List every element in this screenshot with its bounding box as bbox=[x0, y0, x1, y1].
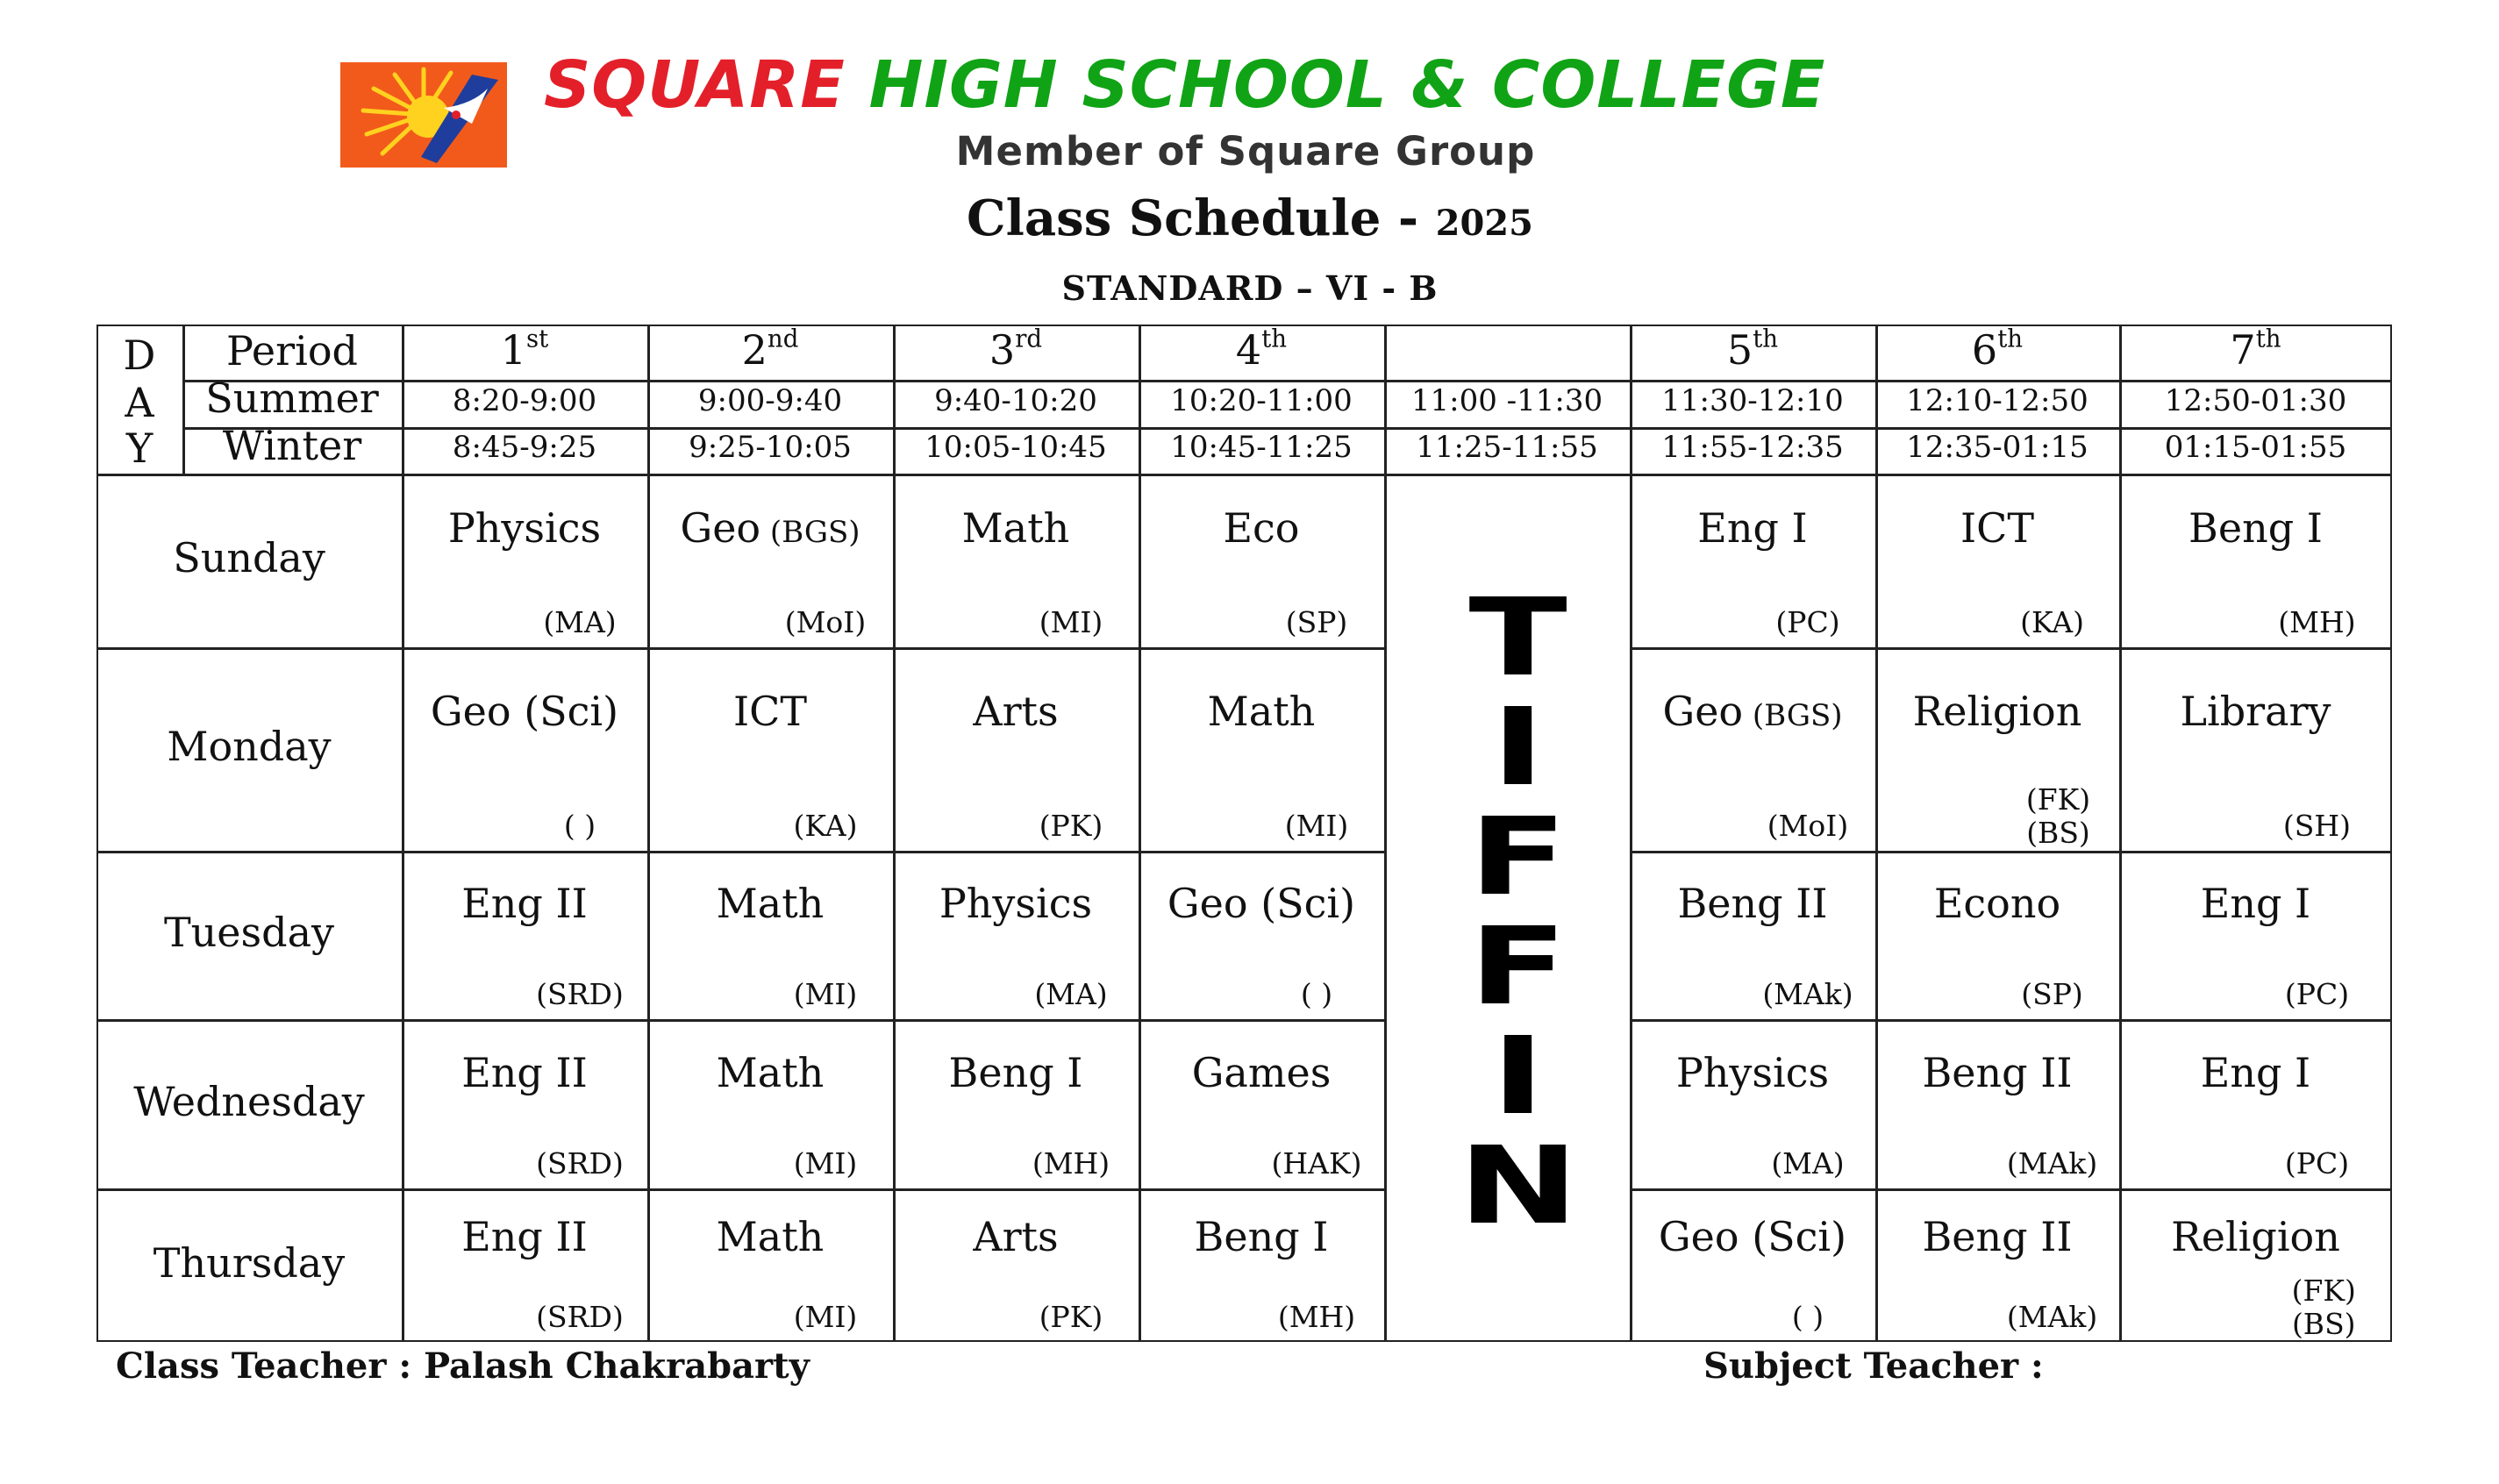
table-hline bbox=[96, 474, 2392, 476]
subject-label bbox=[1630, 1049, 1875, 1096]
subject-label bbox=[2119, 1049, 2392, 1096]
teacher-code: ( ) bbox=[1791, 1300, 1824, 1334]
tiffin-letter: T bbox=[1468, 575, 1568, 700]
subject-name: Econo bbox=[1933, 880, 2061, 928]
winter-time: 10:05-10:45 bbox=[925, 430, 1107, 465]
table-hline bbox=[96, 1019, 1384, 1022]
day-letter: Y bbox=[125, 425, 154, 472]
teacher-code: (MH) bbox=[1032, 1146, 1110, 1181]
teacher-code: (MoI) bbox=[1767, 809, 1849, 843]
subject-name: Eng I bbox=[2200, 1048, 2311, 1096]
period-number: 5 bbox=[1726, 326, 1753, 374]
teacher-code: (MA) bbox=[543, 605, 617, 639]
subject-label bbox=[1139, 880, 1384, 927]
day-name: Sunday bbox=[173, 534, 325, 581]
subject-label bbox=[402, 504, 647, 552]
summer-time: 12:10-12:50 bbox=[1906, 383, 2088, 418]
subject-name: Religion bbox=[1912, 688, 2082, 736]
subject-label bbox=[1630, 688, 1875, 735]
period-ordinal-suffix: th bbox=[1261, 324, 1288, 353]
subject-label bbox=[1875, 880, 2119, 927]
teacher-code: (PK) bbox=[1039, 1300, 1103, 1334]
table-hline bbox=[1630, 1019, 2392, 1022]
period-number: 1 bbox=[500, 326, 527, 374]
subject-label bbox=[1875, 504, 2119, 552]
subject-label bbox=[647, 880, 893, 927]
winter-row-label: Winter bbox=[222, 422, 362, 469]
subject-name: Math bbox=[716, 880, 825, 928]
subject-label bbox=[893, 1049, 1139, 1096]
subject-name: Physics bbox=[447, 504, 602, 553]
day-name: Thursday bbox=[153, 1238, 346, 1287]
subject-label bbox=[893, 504, 1139, 552]
period-row-label: Period bbox=[226, 327, 358, 375]
subject-label bbox=[1139, 1049, 1384, 1096]
table-hline bbox=[1630, 851, 2392, 853]
teacher-code: (FK) bbox=[2291, 1274, 2356, 1308]
school-logo bbox=[340, 62, 507, 168]
teacher-code: (KA) bbox=[2020, 605, 2084, 639]
subject-label bbox=[647, 688, 893, 735]
subject-name: Physics bbox=[939, 880, 1093, 928]
schedule-year: 2025 bbox=[1435, 203, 1533, 244]
period-header bbox=[1139, 326, 1384, 374]
subject-label bbox=[1139, 504, 1384, 552]
period-number: 4 bbox=[1235, 326, 1262, 374]
teacher-code: (MA) bbox=[1771, 1146, 1845, 1181]
subject-name: Eng I bbox=[2200, 880, 2311, 928]
teacher-code: (MI) bbox=[1284, 809, 1349, 843]
subject-name: Geo (Sci) bbox=[430, 688, 619, 736]
school-name-green: HIGH SCHOOL & COLLEGE bbox=[868, 47, 1826, 123]
subject-name: Beng II bbox=[1922, 1048, 2073, 1096]
teacher-code: (MAk) bbox=[2006, 1146, 2098, 1181]
subject-name: Physics bbox=[1675, 1048, 1830, 1096]
table-hline bbox=[96, 647, 1384, 650]
subject-name: Games bbox=[1191, 1048, 1332, 1096]
day-name: Monday bbox=[167, 723, 332, 770]
period-header bbox=[647, 326, 893, 374]
period-ordinal-suffix: rd bbox=[1015, 324, 1043, 353]
period-ordinal-suffix: th bbox=[1997, 324, 2024, 353]
period-ordinal-suffix: nd bbox=[767, 324, 799, 353]
day-name: Tuesday bbox=[164, 909, 334, 956]
schedule-title-text: Class Schedule - bbox=[967, 189, 1436, 247]
subject-label bbox=[893, 880, 1139, 927]
period-ordinal-suffix: th bbox=[1753, 324, 1779, 353]
subject-name: Geo (Sci) bbox=[1658, 1213, 1847, 1260]
teacher-code: (SRD) bbox=[536, 1300, 624, 1334]
tiffin-letter: N bbox=[1458, 1124, 1579, 1248]
subject-label bbox=[893, 1213, 1139, 1260]
teacher-code: (MA) bbox=[1034, 977, 1108, 1011]
period-ordinal-suffix: st bbox=[526, 324, 549, 353]
period-header bbox=[1875, 326, 2119, 374]
subject-label bbox=[647, 1213, 893, 1260]
subject-name: Arts bbox=[973, 688, 1059, 736]
teacher-code: (MI) bbox=[793, 1146, 858, 1181]
teacher-code: (MI) bbox=[1039, 605, 1103, 639]
school-name-red: SQUARE bbox=[544, 47, 846, 123]
subject-label bbox=[1630, 880, 1875, 927]
subject-label bbox=[1875, 1049, 2119, 1096]
teacher-code: (MAk) bbox=[1762, 977, 1853, 1011]
subject-qualifier: (BGS) bbox=[1743, 698, 1843, 734]
subject-name: Math bbox=[716, 1213, 825, 1260]
teacher-code: (MI) bbox=[793, 977, 858, 1011]
subject-name: Geo bbox=[1662, 688, 1744, 736]
tiffin-break-label bbox=[1400, 575, 1637, 1248]
sunrise-pen-logo-icon bbox=[340, 62, 507, 168]
teacher-code: (SRD) bbox=[536, 977, 624, 1011]
table-hline bbox=[182, 380, 2392, 382]
subject-name: Math bbox=[1207, 688, 1316, 736]
member-line: Member of Square Group bbox=[955, 128, 1536, 175]
subject-label bbox=[1630, 1213, 1875, 1260]
subject-teacher: Subject Teacher : bbox=[1703, 1345, 2044, 1387]
subject-label bbox=[402, 880, 647, 927]
subject-label bbox=[402, 1049, 647, 1096]
teacher-code: (MoI) bbox=[784, 605, 867, 639]
winter-time: 9:25-10:05 bbox=[689, 430, 852, 465]
subject-name: ICT bbox=[1960, 504, 2035, 553]
period-number: 3 bbox=[989, 326, 1016, 374]
subject-label bbox=[1630, 504, 1875, 552]
subject-name: Eng I bbox=[1697, 504, 1808, 553]
day-letter: A bbox=[125, 379, 154, 426]
subject-name: Math bbox=[961, 504, 1070, 553]
subject-name: Beng I bbox=[2188, 504, 2323, 553]
table-vline bbox=[1384, 325, 1387, 1342]
table-hline bbox=[96, 1188, 1384, 1191]
subject-name: Geo bbox=[680, 504, 761, 553]
subject-label bbox=[2119, 688, 2392, 735]
subject-label bbox=[2119, 504, 2392, 552]
subject-name: Eco bbox=[1223, 504, 1300, 553]
period-header bbox=[402, 326, 647, 374]
tiffin-letter: I bbox=[1491, 1014, 1546, 1138]
teacher-code: ( ) bbox=[1300, 977, 1333, 1011]
class-teacher: Class Teacher : Palash Chakrabarty bbox=[116, 1345, 810, 1387]
subject-label bbox=[1139, 1213, 1384, 1260]
subject-label bbox=[647, 1049, 893, 1096]
subject-name: Beng I bbox=[1194, 1213, 1329, 1260]
winter-time: 01:15-01:55 bbox=[2164, 430, 2347, 465]
subject-name: Library bbox=[2180, 688, 2331, 736]
teacher-code: (MI) bbox=[793, 1300, 858, 1334]
tiffin-letter: F bbox=[1468, 904, 1568, 1029]
subject-name: Arts bbox=[973, 1213, 1059, 1260]
subject-label bbox=[1875, 688, 2119, 735]
subject-name: Beng II bbox=[1677, 880, 1828, 928]
teacher-code: (MH) bbox=[2278, 605, 2356, 639]
period-header bbox=[893, 326, 1139, 374]
teacher-code: (SRD) bbox=[536, 1146, 624, 1181]
summer-time: 12:50-01:30 bbox=[2164, 383, 2347, 418]
period-number: 7 bbox=[2230, 326, 2256, 374]
winter-time: 11:55-12:35 bbox=[1661, 430, 1844, 465]
teacher-code: (BS) bbox=[2291, 1307, 2356, 1341]
table-hline bbox=[1630, 647, 2392, 650]
summer-time: 10:20-11:00 bbox=[1170, 383, 1353, 418]
subject-label bbox=[2119, 880, 2392, 927]
table-hline bbox=[1630, 1188, 2392, 1191]
teacher-code: (MAk) bbox=[2006, 1300, 2098, 1334]
tiffin-letter: I bbox=[1491, 685, 1546, 810]
teacher-code: (SP) bbox=[1285, 605, 1348, 639]
subject-name: Religion bbox=[2171, 1213, 2340, 1260]
teacher-code: (SH) bbox=[2282, 809, 2352, 843]
subject-name: Math bbox=[716, 1048, 825, 1096]
schedule-title bbox=[921, 189, 1579, 247]
winter-time: 12:35-01:15 bbox=[1906, 430, 2088, 465]
summer-time: 8:20-9:00 bbox=[452, 383, 597, 418]
subject-name: Beng II bbox=[1922, 1213, 2073, 1260]
teacher-code: (PC) bbox=[2284, 977, 2350, 1011]
summer-time: 9:00-9:40 bbox=[697, 383, 843, 418]
subject-name: Eng II bbox=[461, 1213, 588, 1260]
winter-time: 8:45-9:25 bbox=[452, 430, 597, 465]
subject-label bbox=[1139, 688, 1384, 735]
teacher-code: (FK) bbox=[2025, 782, 2091, 817]
subject-name: Eng II bbox=[461, 1048, 588, 1096]
teacher-code: (PC) bbox=[2284, 1146, 2350, 1181]
subject-name: Geo (Sci) bbox=[1167, 880, 1356, 928]
subject-label bbox=[647, 504, 893, 552]
summer-time: 11:00 -11:30 bbox=[1410, 383, 1603, 418]
winter-time: 10:45-11:25 bbox=[1170, 430, 1353, 465]
table-hline bbox=[96, 851, 1384, 853]
summer-row-label: Summer bbox=[205, 375, 379, 422]
subject-qualifier: (BGS) bbox=[760, 515, 860, 551]
summer-time: 11:30-12:10 bbox=[1661, 383, 1844, 418]
school-name bbox=[544, 44, 2088, 127]
day-name: Wednesday bbox=[133, 1077, 365, 1125]
teacher-code: (HAK) bbox=[1271, 1146, 1362, 1181]
teacher-code: (BS) bbox=[2026, 816, 2090, 850]
summer-time: 9:40-10:20 bbox=[934, 383, 1097, 418]
period-number: 2 bbox=[741, 326, 768, 374]
period-number: 6 bbox=[1971, 326, 1998, 374]
subject-label bbox=[402, 1213, 647, 1260]
teacher-code: ( ) bbox=[563, 809, 596, 843]
teacher-code: (SP) bbox=[2021, 977, 2083, 1011]
day-letter: D bbox=[123, 332, 156, 379]
teacher-code: (MH) bbox=[1277, 1300, 1356, 1334]
standard-label: STANDARD – VI - B bbox=[1061, 268, 1439, 308]
period-header bbox=[1630, 326, 1875, 374]
teacher-code: (PK) bbox=[1039, 809, 1103, 843]
tiffin-letter: F bbox=[1468, 795, 1568, 919]
teacher-code: (PC) bbox=[1775, 605, 1840, 639]
subject-name: Eng II bbox=[461, 880, 588, 928]
period-ordinal-suffix: th bbox=[2255, 324, 2281, 353]
subject-label bbox=[402, 688, 647, 735]
subject-name: ICT bbox=[732, 688, 808, 736]
subject-label bbox=[1875, 1213, 2119, 1260]
period-header bbox=[2119, 326, 2392, 374]
subject-label bbox=[893, 688, 1139, 735]
winter-time: 11:25-11:55 bbox=[1416, 430, 1598, 465]
subject-label bbox=[2119, 1213, 2392, 1260]
teacher-code: (KA) bbox=[793, 809, 858, 843]
subject-name: Beng I bbox=[948, 1048, 1083, 1096]
